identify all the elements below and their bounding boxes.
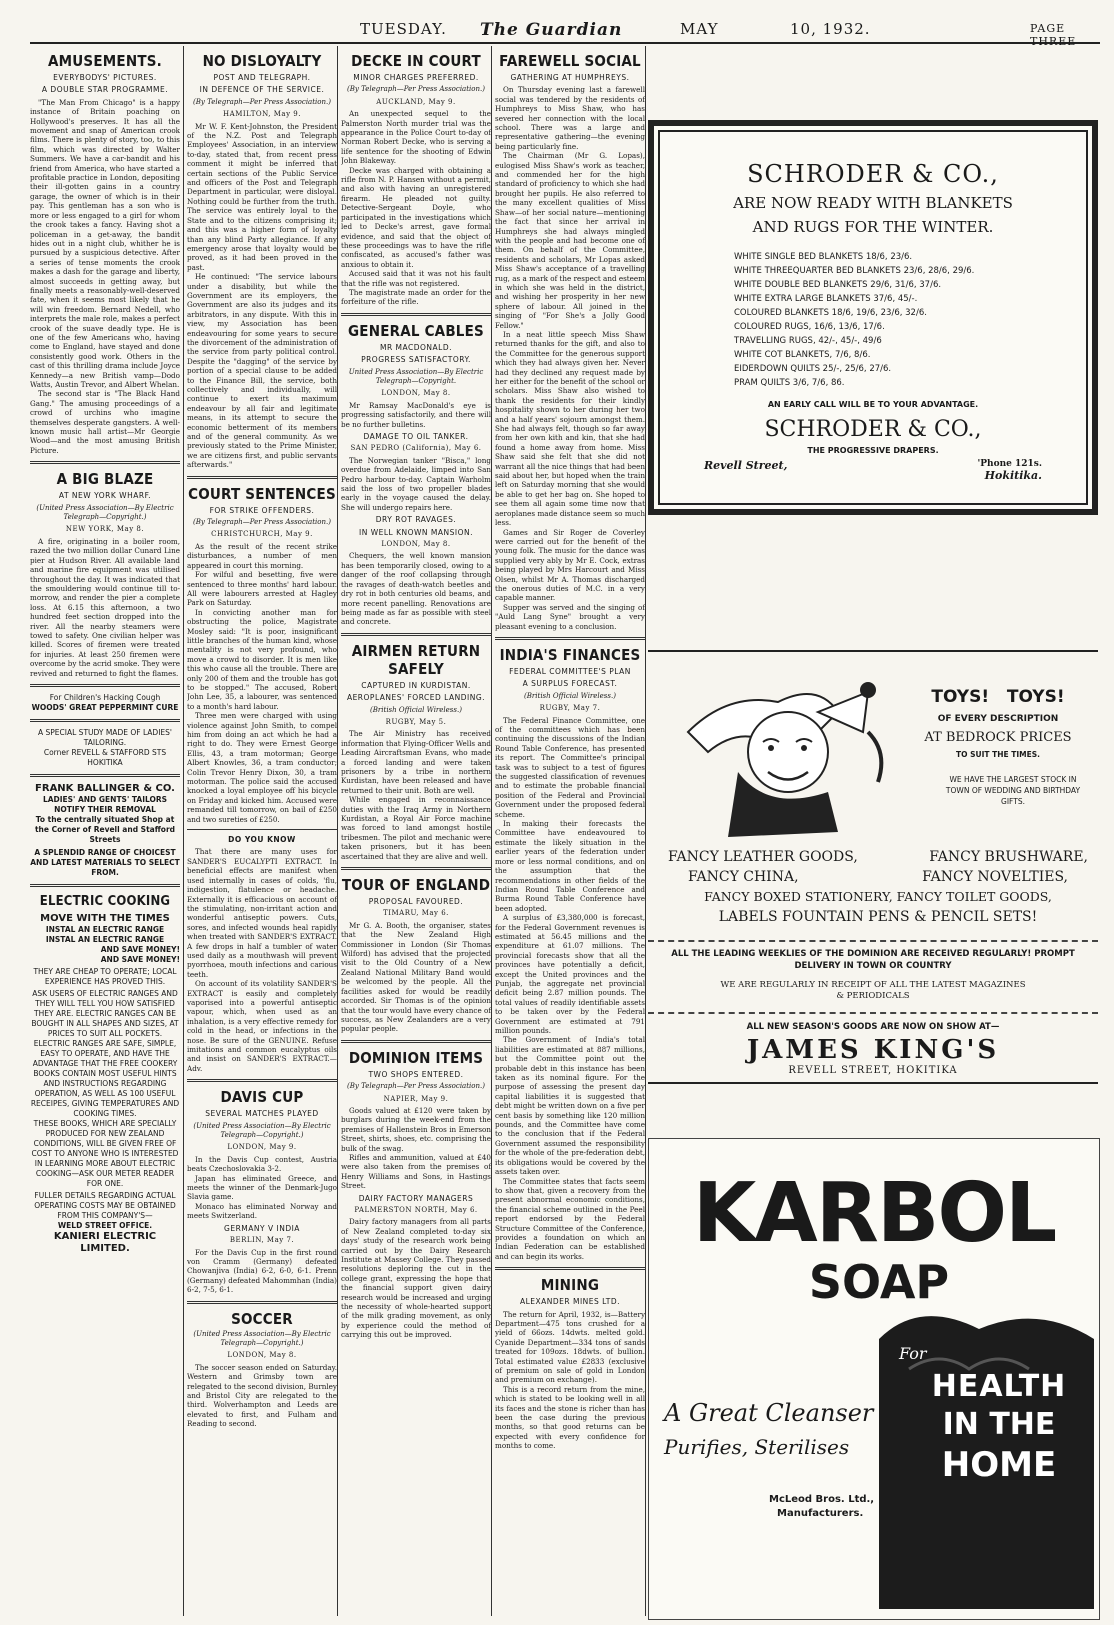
ad-text: ELECTRIC RANGES ARE SAFE, SIMPLE, EASY TO OPERATE, AND HAVE THE ADVANTAGE THAT THE FREE COOKERY BOOKS CONTAIN MOST USEFUL HINTS AND INSTRUCTIONS REGARDING OPERATION, AS WELL AS 100 USEFUL RECEIPES, GIVING TEMPERATURES AND COOKING TIMES. [30,1038,180,1118]
masthead-month: MAY [680,20,719,38]
paragraph: Three men were charged with using violence against John Smith, to compel him from doing an act which he had a right to do. They were Ernest George Ellis, 43, a tram motorman; George Albert Knowles, 36, a tram conductor; Colin Trevor Henry Dixon, 30, a tram motorman. The police said the accused knocked a loyal employee off his bicycle on Friday and kicked him. Accused were remanded till tomorrow, on bail of £250 and two sureties of £250. [187,711,337,824]
ad-line: ARE NOW READY WITH BLANKETS [733,194,1013,212]
price-item: WHITE COT BLANKETS, 7/6, 8/6. [734,350,871,360]
subhead: PROGRESS SATISFACTORY. [361,355,471,365]
toys-heading: TOYS! TOYS! [931,687,1065,707]
column-3 [341,48,491,1340]
headline: DAVIS CUP [220,1088,304,1107]
ad-maker: Manufacturers. [777,1508,864,1519]
headline: TOUR OF ENGLAND [341,876,491,895]
headline: A BIG BLAZE [56,470,154,489]
subhead: FEDERAL COMMITTEE'S PLAN [509,666,631,676]
subhead: DAMAGE TO OIL TANKER. [363,432,469,441]
paragraph: The Norwegian tanker "Bisca," long overdue from Adelaide, limped into San Pedro harbour to-day. Captain Warholm said the loss of two propeller blades early in the voyage caused the delay. She will undergo repairs here. [341,455,491,512]
ad-line: AT BEDROCK PRICES [924,730,1072,745]
ad-line: FANCY BRUSHWARE, [929,849,1088,865]
subhead: GATHERING AT HUMPHREYS. [510,73,630,82]
ad-text: THESE BOOKS, WHICH ARE SPECIALLY PRODUCED FOR NEW ZEALAND CONDITIONS, WILL BE GIVEN FREE OF COST TO ANYONE WHO IS INTERESTED IN LEARNING MORE ABOUT ELECTRIC COOKING—ASK OUR METER READER FOR ONE. [31,1118,179,1188]
ad-text: A SPECIAL STUDY MADE OF LADIES' TAILORING. [38,727,172,747]
source-line: (British Official Wireless.) [524,691,616,700]
dateline: HAMILTON, May 9. [223,110,301,119]
ad-title: SCHRODER & CO., [764,417,982,442]
subhead: ALEXANDER MINES LTD. [519,1297,621,1307]
ad-line: FANCY CHINA, [688,869,799,885]
ad-text: AND SAVE MONEY! [100,944,180,954]
masthead-date: 10, 1932. [790,20,871,38]
subhead: MINOR CHARGES PREFERRED. [353,73,479,82]
headline: AIRMEN RETURN SAFELY [351,641,481,678]
headline: GENERAL CABLES [348,321,484,340]
paragraph: Games and Sir Roger de Coverley were carried out for the benefit of the young folk. The music for the dance was supplied very ably by Mr E. Cock, extras being played by Mrs Harcourt and Miss Olsen, whilst Mr A. Thomas discharged the onerous duties of M.C. in a very capable manner. [495,527,645,603]
ad-heading: KANIERI ELECTRIC LIMITED. [53,1230,157,1254]
paragraph: The Chairman (Mr G. Lopas), eulogised Miss Shaw's work as teacher, and commended her for the high standard of proficiency to which she had brought her pupils. He also referred to the many excellent qualities of Miss Shaw—of her social nature—mentioning the fact that since her arrival in Humphreys she had always mingled with the people and had become one of them. On behalf of the Committee, residents and scholars, Mr Lopas asked Miss Shaw's acceptance of a travelling rug, as a mark of the respect and esteem in which she was held in the district, and wishing her prosperity in her new sphere of labour. All joined in the singing of "For She's a Jolly Good Fellow." [495,151,645,330]
paragraph: The Federal Finance Committee, one of the committees which has been continuing the discussions of the Indian Round Table Conference, has presented its report. The Committee's principal task was to subject to a test of figures the suggested classification of revenues and to estimate the probable financial position of the Federal and Provincial Government under the proposed federal scheme. [495,715,645,819]
subhead: EVERYBODYS' PICTURES. [53,73,157,82]
paragraph: For wilful and besetting, five were sentenced to three months' hard labour. All were labourers arrested at Hagley Park on Saturday. [187,570,337,608]
subhead: DO YOU KNOW [228,835,296,845]
ad-slogan: A Great Cleanser [664,1399,874,1427]
subhead: FOR STRIKE OFFENDERS. [209,505,315,515]
ad-title: JAMES KING'S [746,1035,1000,1065]
paragraph: On account of its volatility SANDER'S EXTRACT is easily and completely vaporised into a powerful antiseptic vapour, which, when used as an inhalation, is a very effective remedy for cold in the head, or infections in the nose. Be sure of the GENUINE. Refuse imitations and common eucalyptus oils and insist on SANDER'S EXTRACT.—Adv. [187,979,337,1073]
price-item: COLOURED BLANKETS 18/6, 19/6, 23/6, 32/6. [734,308,927,318]
source-line: (By Telegraph—Per Press Association.) [193,97,331,106]
paragraph: A fire, originating in a boiler room, razed the two million dollar Cunard Line pier at Hudson River. All available land and marine fire equipment was utilised throughout the day. It was indicated that the smouldering would continue till to-morrow, and render the pier a complete loss. At 6.15 this afternoon, a two hundred feet section dropped into the river. All the nearby steamers were towed to safety. One civilian helper was killed. Scores of firemen were treated for injuries. At least 250 firemen were overcome by the acrid smoke. They were revived and returned to fight the flames. [30,536,180,678]
column-divider [337,46,338,1616]
paragraph: The magistrate made an order for the forfeiture of the rifle. [341,287,491,307]
karbol-soap-advertisement [648,1138,1100,1620]
paragraph: The Committee states that facts seem to show that, given a recovery from the present abnormal economic conditions, the financial scheme outlined in the Peel report endorsed by the Federal Structure Committee of the Conference, provides a foundation on which an Indian Federation can be established and can begin its works. [495,1176,645,1261]
headline: FAREWELL SOCIAL [499,52,641,70]
paragraph: Mr G. A. Booth, the organiser, states that the New Zealand High Commissioner in London (Sir Thomas Wilford) has advised that the projected visit to the Old Country of a New Zealand National Military Band would be welcomed by the people. All the facilities asked for would be readily accorded. Sir Thomas is of the opinion that the tour would have every chance of success, as New Zealanders are a very popular people. [341,920,491,1034]
ad-line: OF EVERY DESCRIPTION [937,714,1059,724]
ad-heading: FRANK BALLINGER & CO. [35,782,175,794]
ad-text: WELD STREET OFFICE. [57,1220,153,1230]
headline: INDIA'S FINANCES [499,645,641,664]
schroder-advertisement [648,120,1098,515]
paragraph: Rifles and ammunition, valued at £40 were also taken from the premises of Henry Williams and Sons, in Hastings Street. [341,1152,491,1191]
ad-slogan: Purifies, Sterilises [664,1435,850,1459]
ad-town: Hokitika. [984,469,1042,482]
ad-footer [674,459,1072,482]
ad-text: To the centrally situated Shop at the Corner of Revell and Stafford Streets [34,814,176,844]
dateline: LONDON, May 8. [381,389,451,398]
dateline: CHRISTCHURCH, May 9. [211,530,313,539]
ad-line: FANCY LEATHER GOODS, [668,849,858,865]
masthead-page: PAGE THREE [1030,22,1077,48]
dateline: LONDON, May 8. [381,540,451,549]
price-item: PRAM QUILTS 3/6, 7/6, 86. [734,378,845,388]
ad-phone: 'Phone 121s. [977,459,1042,469]
source-line: (United Press Association—By Electric Telegraph—Copyright.) [36,503,174,522]
ad-line: HEALTH [931,1369,1067,1404]
dateline: NAPIER, May 9. [383,1094,449,1103]
headline: MINING [540,1276,600,1295]
price-item: WHITE SINGLE BED BLANKETS 18/6, 23/6. [734,252,913,262]
subhead: SEVERAL MATCHES PLAYED [205,1109,319,1119]
paragraph: An unexpected sequel to the Palmerston North murder trial was the appearance in the Police Court to-day of Norman Robert Decke, who is serving a life sentence for the shooting of Edwin John Blakeway. [341,109,491,166]
subhead: A DOUBLE STAR PROGRAMME. [41,85,169,95]
paragraph: The return for April, 1932, is—Battery Department—475 tons crushed for a yield of 66ozs. 14dwts. melted gold. Cyanide Department—334 tons of sands treated for 109ozs. 18dwts. of bullion. Total estimated value £2833 (exclusive of premium on sale of gold in London and premium on exchange). [495,1309,645,1385]
dateline: SAN PEDRO (California), May 6. [350,444,482,453]
paragraph: A surplus of £3,380,000 is forecast, for the Federal Government revenues is estimated at 56.45 millions and the expenditure at 61.07 millions. The provincial forecasts show that all the provinces have potentially a deficit, except the United provinces and the Punjab, the aggregate net provincial deficit being 2.87 million pounds. The total values of readily identifiable assets to be taken over by the Federal Government are estimated at 791 million pounds. [495,913,645,1035]
ad-heading: MOVE WITH THE TIMES [40,912,170,924]
paragraph: As the result of the recent strike disturbances, a number of men appeared in court this morning. [187,541,337,570]
ad-line: AN EARLY CALL WILL BE TO YOUR ADVANTAGE. [767,400,979,409]
ad-text: THEY ARE CHEAP TO OPERATE; LOCAL EXPERIENCE HAS PROVED THIS. [33,966,177,986]
ad-title: KARBOL [692,1166,1056,1261]
ad-text: AND SAVE MONEY! [100,954,180,964]
column-2 [187,48,337,1429]
paragraph: On Thursday evening last a farewell social was tendered by the residents of Humphreys to Miss Shaw, who has severed her connection with the local school. There was a large and representative gathering—the evening being particularly fine. [495,85,645,151]
ad-text: A SPLENDID RANGE OF CHOICEST AND LATEST MATERIALS TO SELECT FROM. [30,847,180,877]
dateline: AUCKLAND, May 9. [376,97,456,106]
dateline: LONDON, May 9. [227,1143,297,1152]
source-line: (British Official Wireless.) [370,705,462,714]
ad-title: SCHRODER & CO., [747,160,999,188]
ad-line: For [899,1344,927,1363]
ad-line: REVELL STREET, HOKITIKA [788,1065,958,1076]
masthead [30,18,1100,48]
paragraph: In convicting another man for obstructing the police, Magistrate Mosley said: "It is poor, insignificant little branches of the human kind, whose mentality is not very profound, who move a crowd to disorder. It is men like this who cause all the trouble. There are only 200 of them and the trouble has got to be stopped." The accused, Robert John Lee, 35, a labourer, was sentenced to a month's hard labour. [187,607,337,711]
dateline: LONDON, May 8. [227,1351,297,1360]
dateline: PALMERSTON NORTH, May 6. [354,1206,478,1214]
price-item: WHITE THREEQUARTER BED BLANKETS 23/6, 28/6, 29/6. [734,266,975,276]
source-line: (By Telegraph—Per Press Association.) [347,85,485,94]
source-line: (By Telegraph—Per Press Association.) [347,1082,485,1091]
masthead-day: TUESDAY. [360,20,447,38]
headline: SOCCER [231,1309,293,1328]
paragraph: In the Davis Cup contest, Austria beats Czechoslovakia 3-2. [187,1154,337,1174]
subhead: IN WELL KNOWN MANSION. [358,527,474,537]
paragraph: Japan has eliminated Greece, and meets the winner of the Denmark-Jugo Slavia game. [187,1173,337,1202]
headline: DECKE IN COURT [351,52,481,70]
paragraph: Dairy factory managers from all parts of New Zealand completed to-day six days' study of the research work being carried out by the Dairy Research Institute at Massey College. They passed resolutions deploring the cut in the college grant, expressing the hope that the financial support given dairy research would be increased and urging the necessity of whole-hearted support of the milk grading movement, as only by experience could the method of carrying this out be improved. [341,1217,491,1340]
price-list [734,250,1072,390]
ad-line: THE PROGRESSIVE DRAPERS. [807,446,939,455]
subhead: MR MACDONALD. [379,342,453,352]
paragraph: He continued: "The service labours under a disability, but while the Government are its employers, the Government are also its judges and its arbitrators, in any dispute. With this in view, my Association has been endeavouring for some years to secure the divorcement of the administration of the service from party political control. Despite the "dagging" of the service by portion of a special clause to be added to the Finance Bill, the service, both collectively and individually, will continue to exert its maximum endeavour by all fair and legitimate means, in its attempt to secure the economic betterment of its members and of the general community. As we previously stated to the Prime Minister, we are citizens first, and public servants afterwards." [187,272,337,470]
paragraph: Mr W. F. Kent-Johnston, the President of the N.Z. Post and Telegraph Employees' Association, in an interview to-day, stated that, from recent press comment it might be inferred that certain sections of the Public Service and officers of the Post and Telegraph Department in particular, were disloyal. Nothing could be further from the truth. The service was entirely loyal to the State and to the citizens comprising it; and this was a higher form of loyalty than any blind Party allegiance. If any emergency arose that loyalty would be proved, as it had been proved in the past. [187,121,337,272]
paragraph: That there are many uses for SANDER'S EUCALYPTI EXTRACT. In beneficial effects are manifest when used internally in cases of colds, 'flu, indigestion, flatulence or headache. Externally it is efficacious on account of the stimulating, non-irritant action and wonderful antiseptic powers. Cuts, sores, and infected wounds heal rapidly when treated with SANDER'S EXTRACT. A few drops in half a tumbler of water used daily as a mouthwash will prevent pyorrhoea, mouth infections and carious teeth. [187,847,337,979]
column-4 [495,48,645,1451]
paragraph: Monaco has eliminated Norway and meets Switzerland. [187,1201,337,1221]
subhead: DRY ROT RAVAGES. [375,515,457,525]
ad-line: IN THE [942,1407,1056,1442]
ad-line: WE ARE REGULARLY IN RECEIPT OF ALL THE LATEST MAGAZINES & PERIODICALS [720,980,1026,1001]
ad-text: For Children's Hacking Cough [49,692,161,702]
headline: AMUSEMENTS. [48,52,162,70]
ad-title: SOAP [808,1255,950,1309]
subhead: AT NEW YORK WHARF. [58,491,152,501]
paragraph: Accused said that it was not his fault that the rifle was not registered. [341,269,491,288]
subhead: GERMANY V INDIA [224,1223,300,1233]
paragraph: Mr Ramsay MacDonald's eye is progressing satisfactorily, and there will be no further bulletins. [341,400,491,429]
paragraph: Supper was served and the singing of "Auld Lang Syne" brought a very pleasant evening to a conclusion. [495,602,645,631]
dateline: BERLIN, May 7. [229,1236,295,1245]
price-item: EIDERDOWN QUILTS 25/-, 25/6, 27/6. [734,364,892,374]
dateline: RUGBY, May 5. [385,717,447,726]
ad-line: ALL NEW SEASON'S GOODS ARE NOW ON SHOW AT— [746,1022,1000,1032]
subhead: AEROPLANES' FORCED LANDING. [346,693,486,703]
paragraph: Goods valued at £120 were taken by burglars during the week-end from the premises of Hallenstein Bros in Emerson Street, shirts, shoes, etc. comprising the bulk of the swag. [341,1105,491,1153]
paragraph: "The Man From Chicago" is a happy instance of Britain poaching on Hollywood's preserves. It has all the movement and snap of American crook films. There is plenty of story, too, to this film, which was directed by Walter Summers. We have a car-bandit and his friend from America, who have started a profitable practice in London, depositing their ill-gotten gains in a country garage, the owner of which is in their pay. This gentleman has a son who is more or less engaged to a girl for whom the crook takes a fancy. Having shot a policeman in a get-away, the bandit hides out in a night club, whither he is pursued by a suspicious detective. After a series of tense moments the crook makes a dash for the garage and liberty, almost succeeds in getting away, but finally meets a reasonably-well-deserved fate, when it seems most likely that he will win freedom. Bernard Nedell, who interprets the male role, makes a perfect crook of the suave deadly type. He is one of the few Americans who, having come to England, have stayed and done consistently good work. Others in the cast of this thrilling drama include Joyce Kennedy—a new British vamp—Dodo Watts, Austin Trevor, and Albert Whelan. [30,97,180,389]
ad-line: FANCY BOXED STATIONERY, FANCY TOILET GOODS, [704,889,1052,904]
paragraph: The second star is "The Black Hand Gang." The amusing proceedings of a crowd of urchins who imagine themselves desperate gangsters. A well-known music hall artist—Mr Georgie Wood—and the most amusing British Picture. [30,389,180,455]
paragraph: Decke was charged with obtaining a rifle from N. P. Hansen without a permit, and also with having an unregistered firearm. He pleaded not guilty. Detective-Sergeant Doyle, who participated in the investigations which led to Decke's arrest, gave formal evidence, and said that the object of these proceedings was to have the rifle confiscated, as accused's father was anxious to obtain it. [341,165,491,269]
paragraph: While engaged in reconnaissance duties with the Iraq Army in Northern Kurdistan, a Royal Air Force machine was forced to land amongst hostile tribesmen. The pilot and mechanic were taken prisoners, but it has been ascertained that they are alive and well. [341,795,491,861]
column-1 [30,48,180,1255]
column-divider [491,46,492,1616]
ad-line: AND RUGS FOR THE WINTER. [752,218,994,236]
paragraph: The Air Ministry has received information that Flying-Officer Wells and Leading Aircraftsman Evans, who made a forced landing and were taken prisoners by a tribe in northern Kurdistan, have been released and have returned to their unit. Both are well. [341,729,491,795]
masthead-title: The Guardian [480,20,623,40]
source-line: (United Press Association—By Electric Telegraph—Copyright.) [193,1121,331,1140]
ad-line: HOME [941,1445,1057,1485]
ad-text: ASK USERS OF ELECTRIC RANGES AND THEY WILL TELL YOU HOW SATISFIED THEY ARE. ELECTRIC RANGES CAN BE BOUGHT IN ALL SHAPES AND SIZES, AT PRICES TO SUIT ALL POCKETS. [31,988,179,1038]
ad-line: TO SUIT THE TIMES. [956,750,1040,759]
source-line: (By Telegraph—Per Press Association.) [193,518,331,527]
paragraph: In a neat little speech Miss Shaw returned thanks for the gift, and also to the Committee for the generous support which they had always given her. Never had they declined any request made by her either for the benefit of the school or scholars. Miss Shaw also wished to thank the residents for their kindly hospitality shown to her during her two and a half years' sojourn amongst them. She had always felt, though so far away from her own kith and kin, that she had found a home away from home. Miss Shaw said she felt that she did not warrant all the nice things that had been said about her, but hoped when the train left on Saturday morning that she would be able to get her bag on. She hoped to see them all again some time now that aeroplanes made distance seem so much less. [495,329,645,528]
headline: COURT SENTENCES [188,484,336,503]
headline: DOMINION ITEMS [348,1048,484,1067]
price-item: TRAVELLING RUGS, 42/-, 45/-, 49/6 [734,336,882,346]
price-item: WHITE EXTRA LARGE BLANKETS 37/6, 45/-. [734,294,918,304]
subhead: IN DEFENCE OF THE SERVICE. [199,85,325,95]
ad-maker: McLeod Bros. Ltd., [769,1494,875,1505]
jester-illustration-icon [668,672,898,842]
paragraph: Chequers, the well known mansion has been temporarily closed, owing to a danger of the roof collapsing through the ravages of death-watch beetles and dry rot in both centuries old beams, and more recent panelling. Renovations are being made as far as possible with steel and concrete. [341,551,491,627]
ad-text: FULLER DETAILS REGARDING ACTUAL OPERATING COSTS MAY BE OBTAINED FROM THIS COMPANY'S— [34,1190,176,1220]
ad-text: Corner REVELL & STAFFORD STS HOKITIKA [43,747,167,767]
subhead: POST AND TELEGRAPH. [213,73,311,82]
subhead: CAPTURED IN KURDISTAN. [361,680,471,690]
price-item: COLOURED RUGS, 16/6, 13/6, 17/6. [734,322,885,332]
ad-text: LADIES' AND GENTS' TAILORS [42,794,168,804]
ad-street: Revell Street, [704,459,788,472]
subhead: DAIRY FACTORY MANAGERS [358,1193,474,1203]
dateline: NEW YORK, May 8. [65,525,145,534]
column-divider [183,46,184,1616]
james-king-advertisement [648,650,1098,1084]
ad-line: FANCY NOVELTIES, [922,869,1068,885]
ad-line: LABELS FOUNTAIN PENS & PENCIL SETS! [718,909,1038,925]
paragraph: In making their forecasts the Committee have endeavoured to estimate the likely situation in the earlier years of the federation under more or less normal conditions, and on the assumption that the recommendations in other fields of the Indian Round Table Conference and Burma Round Table Conference have been adopted. [495,819,645,913]
paragraph: The soccer season ended on Saturday. Western and Grimsby town are relegated to the second division, Burnley and Bristol City are relegated to the third. Wolverhampton and Leeds are elevated to first, and Fulham and Reading to second. [187,1362,337,1429]
price-item: WHITE DOUBLE BED BLANKETS 29/6, 31/6, 37/6. [734,280,942,290]
source-line: United Press Association—By Electric Telegraph—Copyright. [348,367,484,385]
ad-line: ALL THE LEADING WEEKLIES OF THE DOMINION ARE RECEIVED REGULARLY! PROMPT DELIVERY IN TOWN OR COUNTRY [671,949,1075,971]
headline: NO DISLOYALTY [202,52,322,70]
subhead: A SURPLUS FORECAST. [522,679,618,689]
source-line: (United Press Association—By Electric Telegraph—Copyright.) [193,1329,331,1347]
dateline: TIMARU, May 6. [383,909,449,918]
dateline: RUGBY, May 7. [539,704,601,713]
subhead: PROPOSAL FAVOURED. [368,897,464,907]
paragraph: The Government of India's total liabilities are estimated at 887 millions, but the Committee point out the probable debt in this instance has been taken as its nominal figure. For the purpose of assessing the present day capital liabilities it is suggested that debt might be written down on a five per cent basis by something like 120 million pounds, and the Committee have come to the conclusion that if the Federal Government assumed the responsibility for the whole of the pre-federation debt, its obligations would be covered by the assets taken over. [495,1035,645,1177]
ad-line: WE HAVE THE LARGEST STOCK IN TOWN OF WEDDING AND BIRTHDAY GIFTS. [945,775,1081,806]
column-divider [645,46,646,1616]
ad-text: INSTAL AN ELECTRIC RANGE [45,924,165,934]
subhead: TWO SHOPS ENTERED. [368,1069,464,1079]
ad-text: NOTIFY THEIR REMOVAL [54,804,156,814]
ad-text: WOODS' GREAT PEPPERMINT CURE [31,702,179,712]
ad-text: INSTAL AN ELECTRIC RANGE [45,934,165,944]
paragraph: For the Davis Cup in the first round von Cramm (Germany) defeated Chowanjiva (India) 6-2, 6-0, 6-1. Prenn (Germany) defeated Mahommhan (India) 6-2, 7-5, 6-1. [187,1247,337,1295]
ad-heading: ELECTRIC COOKING [39,893,171,909]
paragraph: This is a record return from the mine, which is stated to be looking well in all its faces and the stone is richer than has been the case during the previous months, so that good returns can be expected with every confidence for months to come. [495,1384,645,1451]
